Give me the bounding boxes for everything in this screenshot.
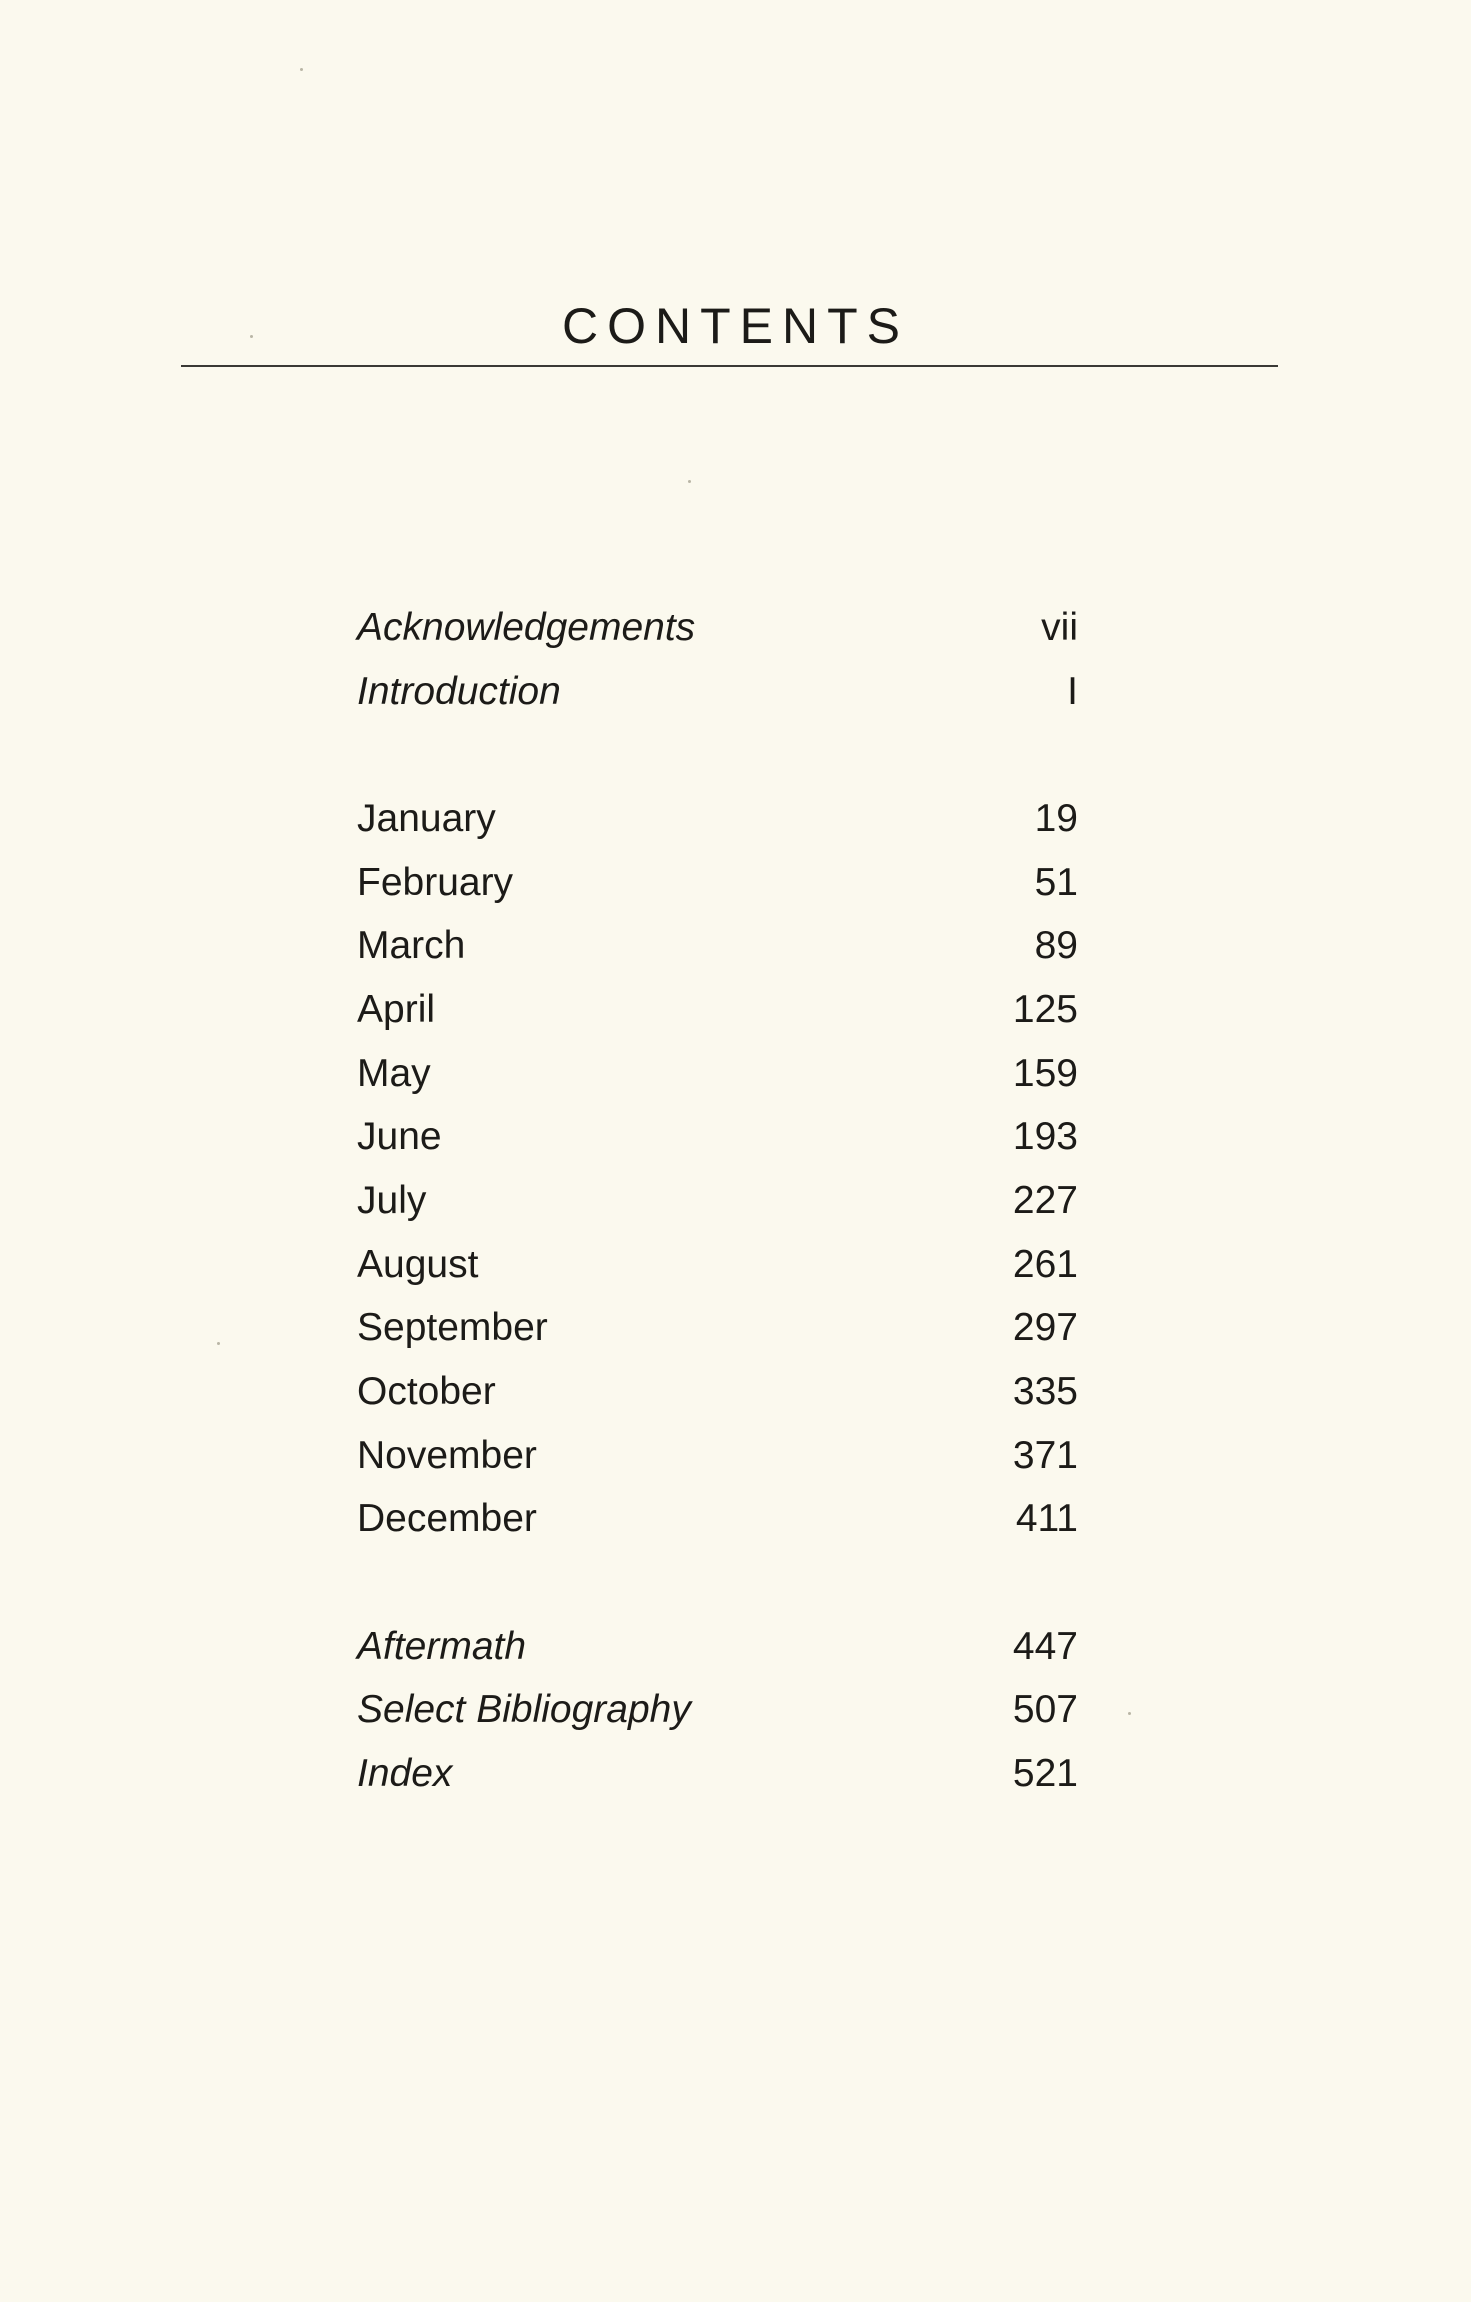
toc-entry-label: February	[357, 861, 514, 904]
title-rule	[181, 365, 1278, 367]
toc-entry-page: 261	[1012, 1243, 1078, 1286]
paper-speck	[1128, 1712, 1131, 1715]
toc-entry-page: 411	[1015, 1497, 1078, 1540]
toc-entry-march[interactable]	[357, 918, 1078, 974]
page-title: CONTENTS	[562, 297, 909, 354]
toc-entry-select-bibliography[interactable]	[357, 1682, 1078, 1738]
toc-entry-label: Introduction	[357, 670, 561, 713]
toc-entry-page: 159	[1012, 1052, 1078, 1095]
toc-entry-december[interactable]	[357, 1491, 1078, 1547]
toc-entry-label: September	[357, 1306, 548, 1349]
toc-entry-index[interactable]	[357, 1746, 1078, 1802]
toc-entry-label: November	[357, 1434, 537, 1477]
toc-entry-page: 447	[1012, 1625, 1078, 1668]
paper-speck	[300, 68, 303, 71]
toc-entry-page: 51	[1034, 861, 1078, 904]
toc-entry-november[interactable]	[357, 1428, 1078, 1484]
toc-entry-label: Aftermath	[357, 1625, 527, 1668]
toc-entry-september[interactable]	[357, 1300, 1078, 1356]
toc-entry-page: vii	[1041, 606, 1078, 649]
toc-entry-june[interactable]	[357, 1109, 1078, 1165]
toc-entry-may[interactable]	[357, 1046, 1078, 1102]
toc-entry-page: 19	[1034, 797, 1078, 840]
toc-entry-introduction[interactable]	[357, 664, 1078, 720]
toc-entry-july[interactable]	[357, 1173, 1078, 1229]
toc-entry-label: July	[357, 1179, 427, 1222]
toc-entry-page: 371	[1012, 1434, 1078, 1477]
toc-entry-page: I	[1067, 670, 1078, 713]
toc-entry-page: 297	[1012, 1306, 1078, 1349]
toc-entry-acknowledgements[interactable]	[357, 600, 1078, 656]
toc-entry-aftermath[interactable]	[357, 1619, 1078, 1675]
toc-entry-label: May	[357, 1052, 431, 1095]
toc-entry-label: August	[357, 1243, 479, 1286]
toc-entry-page: 521	[1012, 1752, 1078, 1795]
toc-entry-label: January	[357, 797, 496, 840]
toc-entry-label: Select Bibliography	[357, 1688, 691, 1731]
toc-entry-label: March	[357, 924, 466, 967]
toc-entry-label: October	[357, 1370, 496, 1413]
toc-entry-label: December	[357, 1497, 537, 1540]
paper-speck	[688, 480, 691, 483]
toc-entry-label: Acknowledgements	[357, 606, 696, 649]
toc-entry-february[interactable]	[357, 855, 1078, 911]
toc-entry-label: June	[357, 1115, 442, 1158]
toc-entry-label: Index	[357, 1752, 453, 1795]
toc-entry-label: April	[357, 988, 436, 1031]
paper-speck	[217, 1342, 220, 1345]
toc-entry-august[interactable]	[357, 1237, 1078, 1293]
toc-entry-april[interactable]	[357, 982, 1078, 1038]
toc-entry-page: 335	[1012, 1370, 1078, 1413]
toc-entry-page: 125	[1012, 988, 1078, 1031]
toc-entry-page: 227	[1012, 1179, 1078, 1222]
toc-entry-october[interactable]	[357, 1364, 1078, 1420]
toc-entry-page: 89	[1034, 924, 1078, 967]
toc-entry-january[interactable]	[357, 791, 1078, 847]
toc-entry-page: 193	[1012, 1115, 1078, 1158]
toc-entry-page: 507	[1012, 1688, 1078, 1731]
